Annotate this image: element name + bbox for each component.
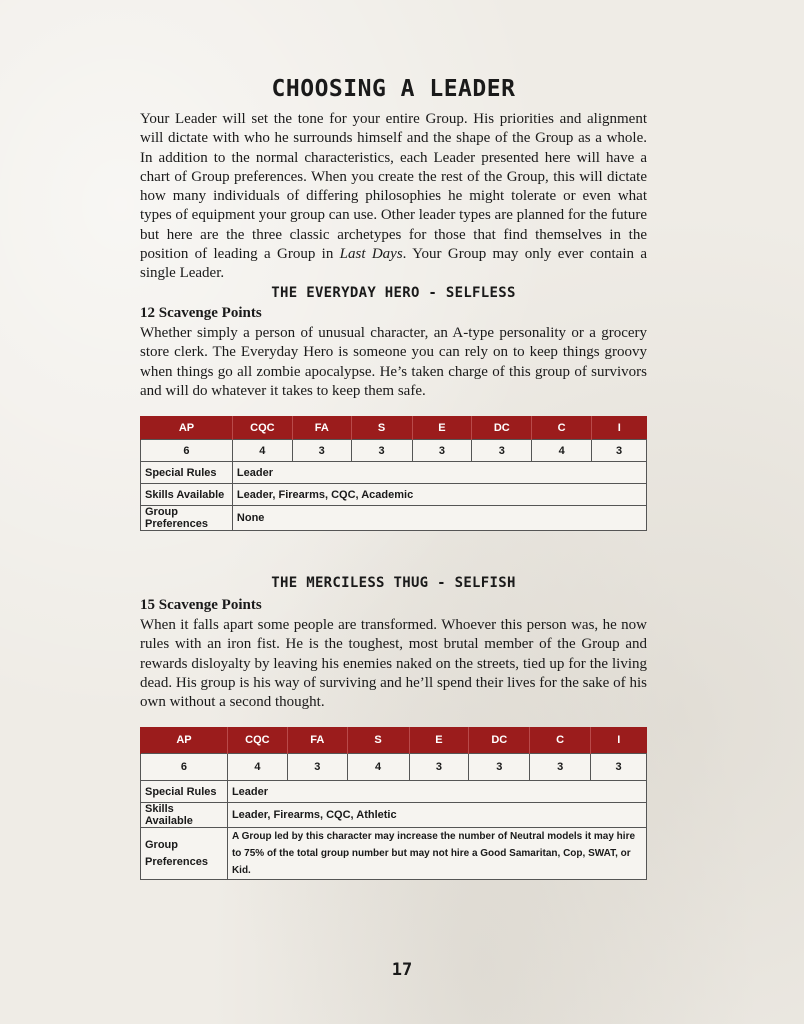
- header-cqc: CQC: [232, 416, 292, 440]
- special-rules-value: Leader: [232, 462, 646, 484]
- thug-description: When it falls apart some people are transformed. Whoever this person was, he now rules with an iron fist. He is the toughest, most brutal member of the Group and rewards disloyalty by leaving his enemies naked on the streets, tied up for the living dead. His group is his way of surviving and he’ll spend their lives for the sake of his own without a second thought.: [140, 617, 647, 711]
- header-ap: AP: [141, 727, 228, 754]
- skills-value: Leader, Firearms, CQC, Academic: [232, 484, 646, 506]
- thug-stats-table: [140, 727, 647, 880]
- stat-ap: 6: [141, 440, 233, 462]
- stats-values-row: [141, 440, 647, 462]
- intro-paragraph: [140, 110, 647, 284]
- intro-text-part2: . Your Group may only ever contain a single Leader.: [140, 246, 647, 282]
- stat-dc: 3: [472, 440, 532, 462]
- page-title: CHOOSING A LEADER: [271, 76, 516, 102]
- header-dc: DC: [469, 727, 530, 754]
- header-e: E: [412, 416, 472, 440]
- special-rules-label: Special Rules: [141, 462, 233, 484]
- header-cqc: CQC: [227, 727, 287, 754]
- skills-row: [141, 803, 647, 828]
- stat-e: 3: [409, 754, 469, 781]
- game-name: Last Days: [339, 246, 403, 263]
- skills-row: [141, 484, 647, 506]
- hero-points: 12 Scavenge Points: [140, 305, 262, 321]
- stat-s: 4: [347, 754, 409, 781]
- skills-label: Skills Available: [141, 484, 233, 506]
- stats-header-row: [141, 727, 647, 754]
- header-s: S: [351, 416, 412, 440]
- stat-c: 4: [532, 440, 592, 462]
- header-i: I: [591, 727, 647, 754]
- stat-e: 3: [412, 440, 472, 462]
- special-rules-label: Special Rules: [141, 781, 228, 803]
- group-prefs-label: Group Preferences: [141, 506, 233, 531]
- thug-heading: THE MERCILESS THUG - SELFISH: [271, 575, 516, 591]
- intro-text-part1: Your Leader will set the tone for your entire Group. His priorities and alignment will dictate with who he surrounds himself and the shape of the Group as a whole. In addition to the normal characteristics, each Leader presented here will have a chart of Group preferences. When you create the rest of the Group, this will dictate how many individuals of differing philosophies he might tolerate or even what types of equipment your group can use. Other leader types are planned for the future but here are the three classic archetypes for those that find themselves in the position of leading a Group in: [140, 111, 647, 263]
- hero-description: Whether simply a person of unusual character, an A-type personality or a grocery store clerk. The Everyday Hero is someone you can rely on to keep things groovy when things go all zombie apocalypse. He’s taken charge of this group of survivors and will do whatever it takes to keep them safe.: [140, 325, 647, 399]
- group-prefs-label-line2: Preferences: [145, 855, 208, 868]
- page-number: 17: [391, 960, 413, 980]
- header-ap: AP: [141, 416, 233, 440]
- header-dc: DC: [472, 416, 532, 440]
- special-rules-row: [141, 462, 647, 484]
- stat-c: 3: [530, 754, 591, 781]
- group-prefs-value: A Group led by this character may increase the number of Neutral models it may hire to 75% of the total group number but may not hire a Good Samaritan, Cop, SWAT, or Kid.: [227, 828, 646, 880]
- group-prefs-value: None: [232, 506, 646, 531]
- thug-points: 15 Scavenge Points: [140, 597, 262, 613]
- special-rules-value: Leader: [227, 781, 646, 803]
- stat-i: 3: [592, 440, 647, 462]
- header-s: S: [347, 727, 409, 754]
- stat-dc: 3: [469, 754, 530, 781]
- header-c: C: [530, 727, 591, 754]
- group-prefs-label-line1: Group: [145, 838, 178, 851]
- header-fa: FA: [292, 416, 351, 440]
- stat-cqc: 4: [227, 754, 287, 781]
- header-e: E: [409, 727, 469, 754]
- stat-fa: 3: [287, 754, 347, 781]
- group-prefs-label: [141, 828, 228, 880]
- header-fa: FA: [287, 727, 347, 754]
- special-rules-row: [141, 781, 647, 803]
- hero-heading: THE EVERYDAY HERO - SELFLESS: [271, 285, 516, 301]
- skills-label: Skills Available: [141, 803, 228, 828]
- stat-i: 3: [591, 754, 647, 781]
- stat-fa: 3: [292, 440, 351, 462]
- header-c: C: [532, 416, 592, 440]
- stat-ap: 6: [141, 754, 228, 781]
- stats-header-row: [141, 416, 647, 440]
- header-i: I: [592, 416, 647, 440]
- hero-stats-table: [140, 416, 647, 531]
- skills-value: Leader, Firearms, CQC, Athletic: [227, 803, 646, 828]
- group-prefs-row: [141, 506, 647, 531]
- stat-cqc: 4: [232, 440, 292, 462]
- group-prefs-row: [141, 828, 647, 880]
- stats-values-row: [141, 754, 647, 781]
- stat-s: 3: [351, 440, 412, 462]
